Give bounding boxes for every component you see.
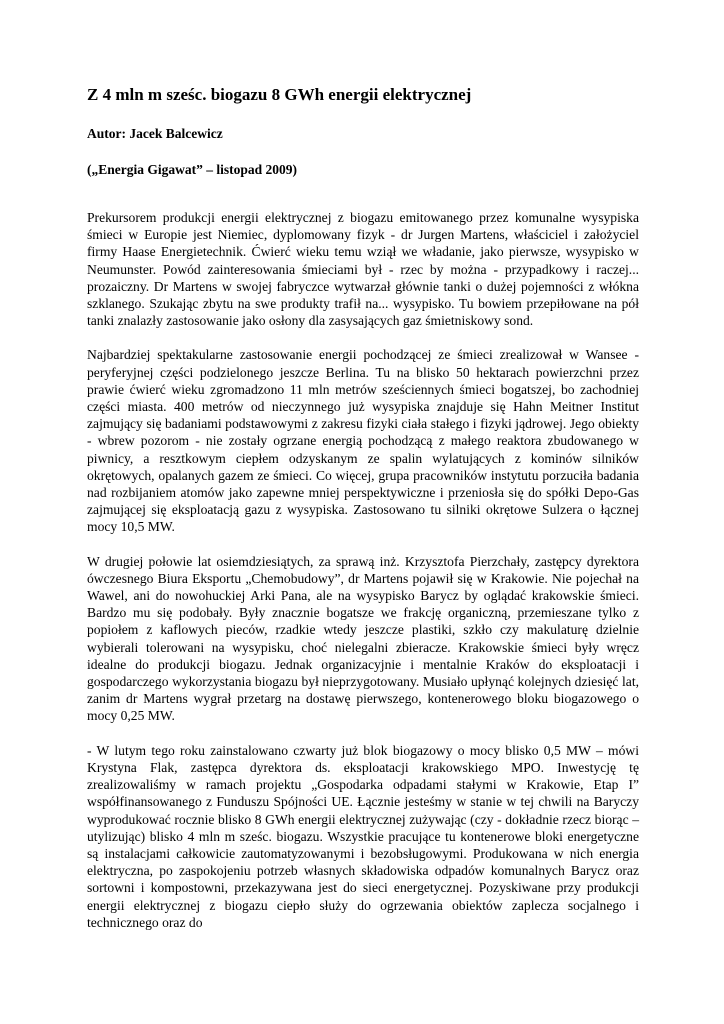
article-title: Z 4 mln m sześc. biogazu 8 GWh energii elektrycznej bbox=[87, 85, 472, 104]
article-author: Autor: Jacek Balcewicz bbox=[87, 126, 223, 141]
paragraph-3: W drugiej połowie lat osiemdziesiątych, za sprawą inż. Krzysztofa Pierzchały, zastępcy dyrektora ówczesnego Biura Eksportu „Chemobudowy”, dr Martens pojawił się w Krakowie. Nie pojechał na Wawel, ani do nowohuckiej Arki Pana, ale na wysypisko Barycz by oglądać krakowskie śmieci. Bardzo mu się podobały. Były znacznie bogatsze we frakcję organiczną, przemieszane tylko z popiołem z kaflowych pieców, rzadkie wtedy jeszcze plastiki, szkło czy makulaturę dzielnie wybierali tolerowani na wysypisku, choć nielegalni zbieracze. Krakowskie śmieci były wręcz idealne do produkcji biogazu. Jednak organizacyjnie i mentalnie Kraków do eksploatacji i gospodarczego wykorzystania biogazu był nieprzygotowany. Musiało upłynąć kolejnych dziesięć lat, zanim dr Martens wygrał przetarg na dostawę pierwszego, kontenerowego bloku biogazowego o mocy 0,25 MW. bbox=[87, 553, 639, 724]
paragraph-2: Najbardziej spektakularne zastosowanie energii pochodzącej ze śmieci zrealizował w Wansee - peryferyjnej części podzielonego jeszcze Berlina. Tu na blisko 50 hektarach powierzchni przez prawie ćwierć wieku zgromadzono 11 mln metrów sześciennych śmieci bogatszej, bo zachodniej części miasta. 400 metrów od nieczynnego już wysypiska znajduje się Hahn Meitner Institut zajmujący się badaniami podstawowymi z zakresu fizyki ciała stałego i fizyki jądrowej. Jego obiekty - wbrew pozorom - nie zostały ogrzane energią pochodzącą z małego reaktora zbudowanego w piwnicy, a resztkowym ciepłem odzyskanym ze spalin wylatujących z kominów silników okrętowych, opalanych gazem ze śmieci. Co więcej, grupa pracowników instytutu porzuciła badania nad rozbijaniem atomów jako zapewne mniej perspektywiczne i przeniosła się do spółki Depo-Gas zajmującej się eksploatacją gazu z wysypiska. Zastosowano tu silniki okrętowe Sulzera o łącznej mocy 10,5 MW. bbox=[87, 347, 639, 535]
paragraph-4: - W lutym tego roku zainstalowano czwarty już blok biogazowy o mocy blisko 0,5 MW – mówi Krystyna Flak, zastępca dyrektora ds. eksploatacji krakowskiego MPO. Inwestycję tę zrealizowaliśmy w ramach projektu „Gospodarka odpadami stałymi w Krakowie, Etap I” współfinansowanego z Funduszu Spójności UE. Łącznie jesteśmy w stanie w tej chwili na Baryczy wyprodukować rocznie blisko 8 GWh energii elektrycznej zużywając (czy - dokładnie rzecz biorąc – utylizując) blisko 4 mln m sześc. biogazu. Wszystkie pracujące tu kontenerowe bloki energetyczne są instalacjami całkowicie zautomatyzowanymi i bezobsługowymi. Produkowana w nich energia elektryczna, po zaspokojeniu potrzeb własnych składowiska odpadów komunalnych Barycz oraz sortowni i kompostowni, przekazywana jest do sieci energetycznej. Pozyskiwane przy produkcji energii elektrycznej z biogazu ciepło służy do ogrzewania obiektów zaplecza socjalnego i technicznego oraz do bbox=[87, 742, 639, 930]
paragraph-1: Prekursorem produkcji energii elektrycznej z biogazu emitowanego przez komunalne wysypiska śmieci w Europie jest Niemiec, dyplomowany fizyk - dr Jurgen Martens, właściciel i założyciel firmy Haase Energietechnik. Ćwierć wieku temu wziął we władanie, jako pierwsze, wysypisko w Neumunster. Powód zainteresowania śmieciami był - rzec by można - przypadkowy i raczej... prozaiczny. Dr Martens w swojej fabryczce wytwarzał głównie tanki o dużej pojemności z włókna szklanego. Szukając zbytu na swe produkty trafił na... wysypisko. Tu bowiem przepiłowane na pół tanki znalazły zastosowanie jako osłony dla zasysających gaz śmietniskowy sond. bbox=[87, 210, 639, 329]
article-source: („Energia Gigawat” – listopad 2009) bbox=[87, 162, 298, 177]
document-page bbox=[87, 84, 639, 931]
